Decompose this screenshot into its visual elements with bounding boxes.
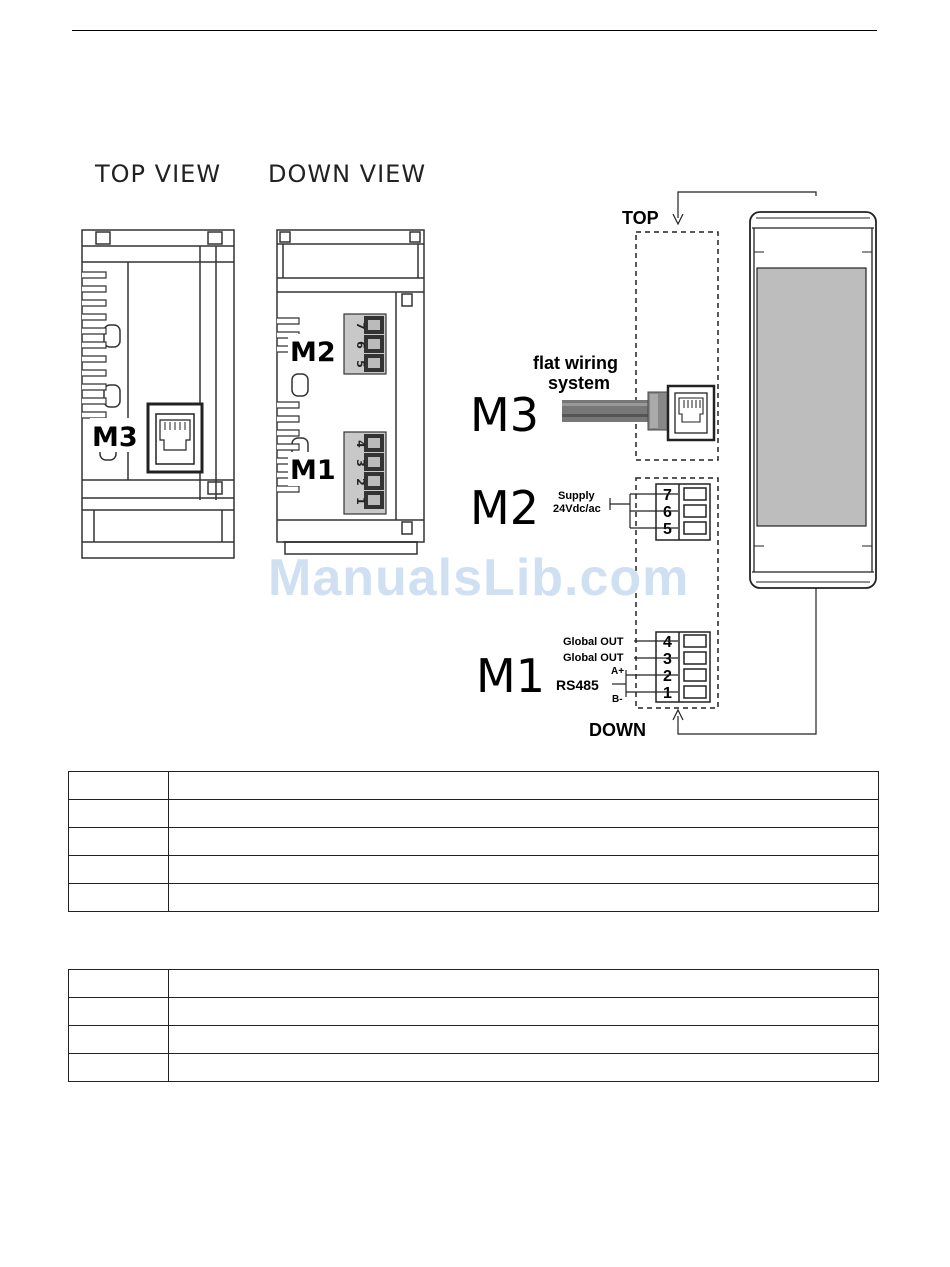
table-cell	[69, 772, 169, 800]
top-label: TOP	[622, 208, 659, 228]
m1-terminal-4: 4	[663, 634, 672, 651]
table-cell	[69, 856, 169, 884]
watermark: ManualsLib.com	[268, 549, 690, 607]
b-minus-label: B-	[612, 694, 623, 705]
table-2	[68, 969, 879, 1082]
table-cell	[69, 800, 169, 828]
down-view-terminal-6: 6	[354, 341, 367, 349]
a-plus-label: A+	[611, 666, 625, 677]
table-cell	[69, 998, 169, 1026]
table-cell	[169, 1026, 879, 1054]
down-arrow-line	[678, 588, 816, 734]
m1-label: M1	[476, 649, 545, 703]
table-cell	[169, 800, 879, 828]
table-cell	[69, 1054, 169, 1082]
top-view-rj45-jack	[148, 404, 202, 472]
down-view-terminal-1: 1	[354, 497, 367, 505]
table-cell	[69, 828, 169, 856]
table-cell	[169, 1054, 879, 1082]
m2-label: M2	[470, 481, 539, 535]
m2-terminal-5: 5	[663, 521, 672, 538]
table-row	[69, 1054, 879, 1082]
table-row	[69, 1026, 879, 1054]
top-view-m3-label: M3	[92, 422, 138, 453]
top-view-device	[82, 230, 234, 558]
down-view-terminal-7: 7	[354, 322, 367, 330]
table-row	[69, 828, 879, 856]
table-cell	[69, 1026, 169, 1054]
flat-wiring-label-line1: flat wiring	[533, 353, 618, 373]
table-cell	[69, 884, 169, 912]
down-view-m2-label: M2	[290, 337, 336, 368]
table-cell	[169, 970, 879, 998]
m2-terminal-6: 6	[663, 504, 672, 521]
down-view-title: DOWN VIEW	[268, 160, 427, 188]
flat-wiring-cable	[562, 392, 672, 430]
down-view-m1-label: M1	[290, 455, 336, 486]
flat-wiring-label-line2: system	[548, 373, 611, 393]
table-row	[69, 800, 879, 828]
table-cell	[169, 998, 879, 1026]
m1-terminal-2: 2	[663, 668, 672, 685]
table-row	[69, 772, 879, 800]
down-view-terminal-2: 2	[354, 478, 367, 486]
m1-terminal-1: 1	[663, 685, 672, 702]
rj45-jack	[668, 386, 714, 440]
down-view-terminal-4: 4	[354, 440, 367, 448]
rs485-label: RS485	[556, 677, 599, 693]
table-row	[69, 970, 879, 998]
m2-terminal-7: 7	[663, 487, 672, 504]
table-row	[69, 998, 879, 1026]
table-cell	[169, 772, 879, 800]
table-row	[69, 884, 879, 912]
table-cell	[169, 884, 879, 912]
supply-label-line1: Supply	[558, 490, 595, 502]
table-row	[69, 856, 879, 884]
m3-label: M3	[470, 388, 539, 442]
side-device	[750, 212, 876, 588]
down-label: DOWN	[589, 720, 646, 740]
table-cell	[169, 856, 879, 884]
table-1	[68, 771, 879, 912]
table-cell	[169, 828, 879, 856]
global-out-3-label: Global OUT	[563, 652, 624, 664]
global-out-4-label: Global OUT	[563, 636, 624, 648]
down-view-terminal-3: 3	[354, 459, 367, 467]
table-cell	[69, 970, 169, 998]
m1-terminal-3: 3	[663, 651, 672, 668]
supply-label-line2: 24Vdc/ac	[553, 503, 601, 515]
top-view-title: TOP VIEW	[95, 160, 222, 188]
down-view-terminal-5: 5	[354, 360, 367, 368]
